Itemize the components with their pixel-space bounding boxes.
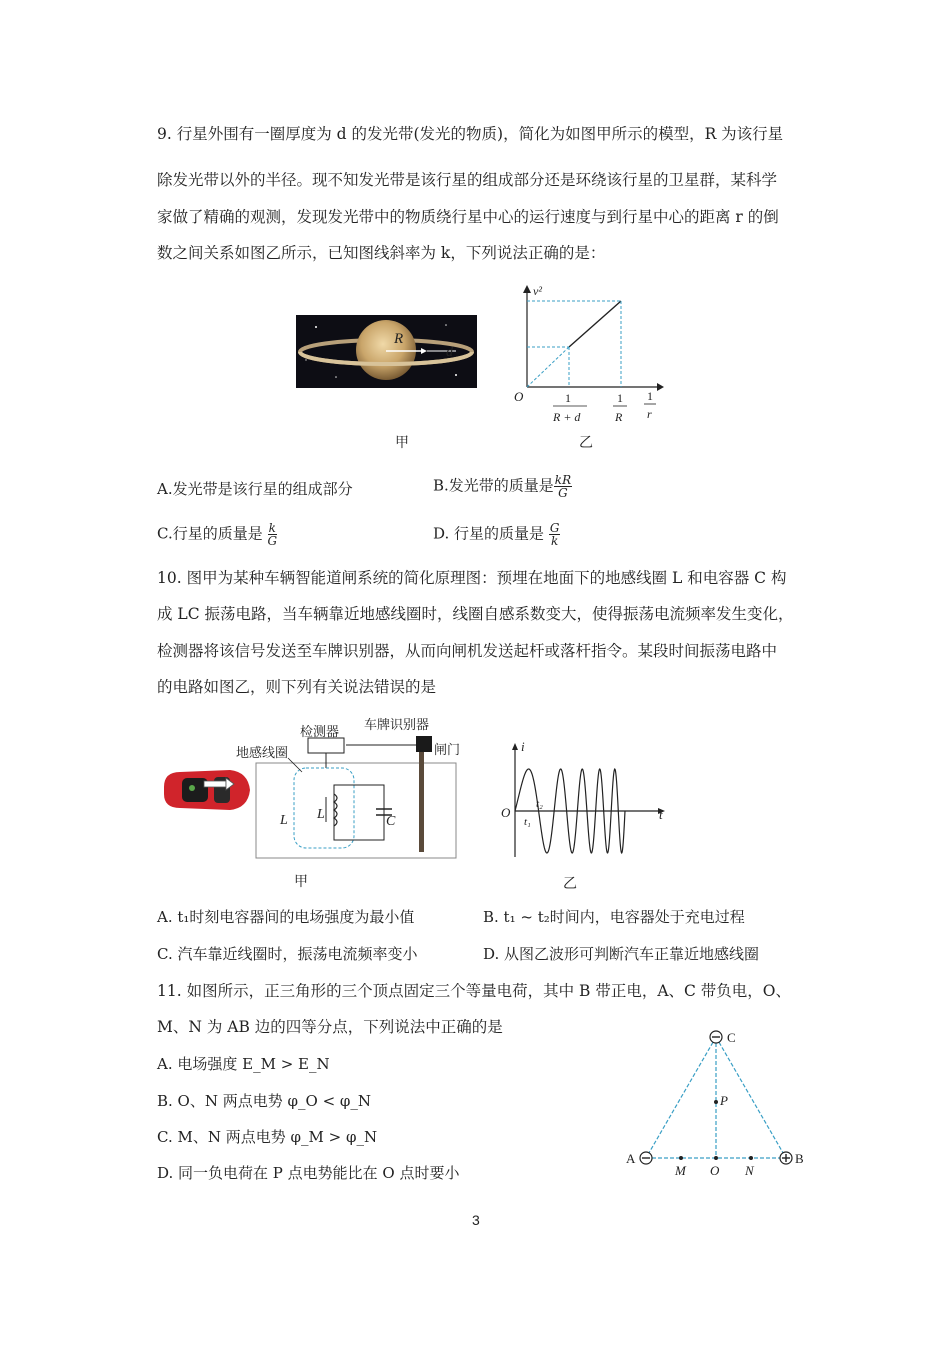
ground-frame [256,763,456,858]
label-d: d [446,345,453,360]
point-O [714,1156,718,1160]
charge-A-negative-icon [640,1152,652,1164]
label-detector: 检测器 [300,724,340,739]
q9-line-2: 除发光带以外的半径。现不知发光带是该行星的组成部分还是环绕该行星的卫星群，某科学 [157,171,778,189]
q10-option-a: A. t₁时刻电容器间的电场强度为最小值 [157,908,415,926]
car-icon [164,770,250,810]
charge-C-negative-icon [710,1031,722,1043]
label-coil: 地感线圈 [236,745,289,760]
gate-system-figure [160,712,470,862]
point-P [714,1100,718,1104]
q9-option-d-fraction: $\frac{G}{k}$ [549,521,560,548]
i-axis-label: i [521,739,525,754]
x-axis-label-den: r [647,407,652,421]
page-number: 3 [472,1212,480,1228]
q9-option-b: B.发光带的质量是 $\frac{kR}{G}$ [433,473,572,500]
q9-line-1: 9. 行星外围有一圈厚度为 d 的发光带(发光的物质)，简化为如图甲所示的模型，R 为该行星 [157,125,784,143]
q11-option-c: C. M、N 两点电势 φ_M > φ_N [157,1128,378,1146]
q11-option-d: D. 同一负电荷在 P 点电势能比在 O 点时要小 [157,1164,460,1182]
q11-line-1: 11. 如图所示，正三角形的三个顶点固定三个等量电荷，其中 B 带正电，A、C 带负电，O、 [157,982,792,1000]
origin-label: O [501,805,511,820]
detector-box [308,738,344,753]
side-CA [646,1037,716,1158]
y-axis-label: v² [533,284,542,298]
q11-line-2: M、N 为 AB 边的四等分点，下列说法中正确的是 [157,1018,503,1036]
label-P: P [720,1093,728,1108]
q10-fig-caption-yi: 乙 [563,876,577,892]
tick2-denominator: R [615,410,623,424]
q10-option-c: C. 汽车靠近线圈时，振荡电流频率变小 [157,945,418,963]
label-C: C [727,1030,736,1045]
q9-option-a: A.发光带是该行星的组成部分 [157,480,353,498]
q10-line-1: 10. 图甲为某种车辆智能道闸系统的简化原理图：预埋在地面下的地感线圈 L 和电容器 C 构 [157,569,787,587]
tick1-numerator: 1 [565,391,571,405]
q9-option-c-fraction: $\frac{k}{G}$ [267,521,278,548]
triangle-charge-figure [620,1025,815,1180]
q10-fig-caption-jia: 甲 [294,874,308,890]
label-B: B [795,1151,804,1166]
planet [356,320,416,380]
label-M: M [675,1163,686,1178]
planet-figure [296,315,477,388]
label-gate: 闸门 [434,742,461,757]
q9-line-3: 家做了精确的观测，发现发光带中的物质绕行星中心的运行速度与到行星中心的距离 r 的倒 [157,208,779,226]
q9-line-4: 数之间关系如图乙所示，已知图线斜率为 k，下列说法正确的是： [157,244,606,262]
q10-line-2: 成 LC 振荡电路，当车辆靠近地感线圈时，线圈自感系数变大，使得振荡电流频率发生变化， [157,605,794,623]
q11-option-b: B. O、N 两点电势 φ_O < φ_N [157,1092,372,1110]
plate-reader-box [416,736,432,752]
q10-line-3: 检测器将该信号发送至车牌识别器，从而向闸机发送起杆或落杆指令。某段时间振荡电路中 [157,642,778,660]
t2-label: t₂ [536,798,543,810]
label-L-inner: L [317,807,325,822]
fig-caption-jia: 甲 [395,435,409,451]
label-C: C [386,814,396,829]
origin-label: O [514,389,524,404]
oscillation-graph [495,735,670,860]
x-axis-label-num: 1 [647,389,653,403]
t1-label: t₁ [524,816,531,828]
data-line [569,301,621,347]
v2-vs-1r-graph [505,283,665,428]
label-N: N [745,1163,754,1178]
charge-B-positive-icon [780,1152,792,1164]
gate-pole [419,752,424,852]
q10-line-4: 的电路如图乙，则下列有关说法错误的是 [157,678,437,696]
fig-caption-yi: 乙 [579,435,593,451]
q10-option-b: B. t₁ ~ t₂时间内，电容器处于充电过程 [483,908,745,926]
q9-option-b-fraction: $\frac{kR}{G}$ [554,473,572,500]
q9-option-c: C.行星的质量是 $\frac{k}{G}$ [157,521,278,548]
dashed-extension [527,347,569,387]
t-axis-label: t [659,807,663,822]
label-plate-reader: 车牌识别器 [364,717,430,732]
label-L-outer: L [280,813,288,828]
q11-option-a: A. 电场强度 E_M > E_N [157,1055,330,1073]
tick2-numerator: 1 [617,391,623,405]
point-N [749,1156,753,1160]
q9-option-d: D. 行星的质量是 $\frac{G}{k}$ [433,521,560,548]
label-O: O [710,1163,720,1178]
label-A: A [626,1151,636,1166]
q10-option-d: D. 从图乙波形可判断汽车正靠近地感线圈 [483,945,760,963]
label-R: R [394,331,404,347]
tick1-denominator: R + d [553,410,581,424]
point-M [679,1156,683,1160]
